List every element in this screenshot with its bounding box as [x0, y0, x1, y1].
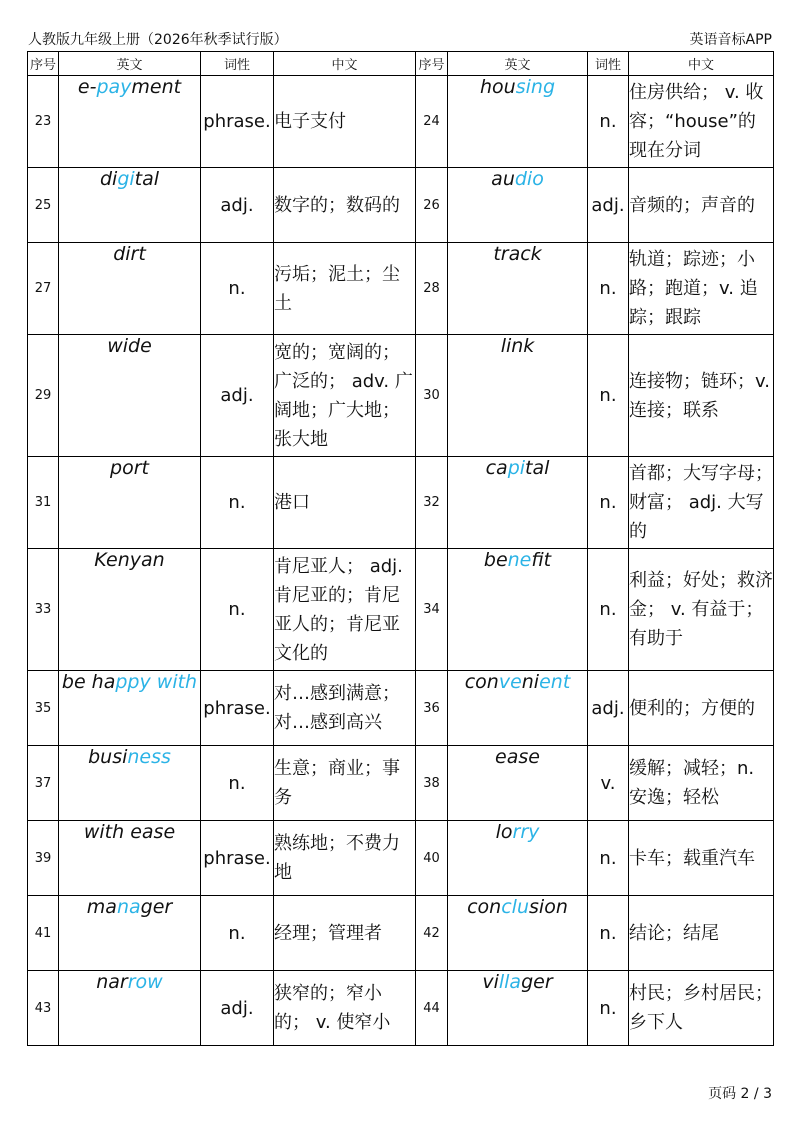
syllable: e- [77, 76, 97, 98]
chinese-meaning: 宽的；宽阔的；广泛的； adv. 广阔地；广大地；张大地 [274, 335, 416, 457]
chinese-meaning: 数字的；数码的 [274, 168, 416, 243]
english-word [448, 971, 588, 1046]
english-word [448, 168, 588, 243]
entry-number: 30 [416, 335, 448, 457]
syllable: fit [531, 549, 552, 571]
syllable: au [491, 168, 515, 190]
entry-number: 27 [28, 243, 59, 335]
syllable: vi [482, 971, 499, 993]
part-of-speech: phrase. [201, 76, 274, 168]
syllable: con [467, 896, 502, 918]
syllable: wide [107, 335, 152, 357]
chinese-meaning: 音频的；声音的 [629, 168, 774, 243]
syllable: be [483, 549, 508, 571]
entry-number: 40 [416, 821, 448, 896]
stressed-syllable: na [116, 896, 141, 918]
syllable: track [493, 243, 542, 265]
syllable: dirt [113, 243, 146, 265]
syllable: be ha [61, 671, 116, 693]
syllable: hou [480, 76, 516, 98]
english-word [448, 76, 588, 168]
english-word [59, 549, 201, 671]
entry-number: 31 [28, 457, 59, 549]
english-word [59, 243, 201, 335]
chinese-meaning: 卡车；载重汽车 [629, 821, 774, 896]
entry-number: 36 [416, 671, 448, 746]
table-header-row [28, 52, 774, 76]
part-of-speech: phrase. [201, 821, 274, 896]
entry-number: 33 [28, 549, 59, 671]
chinese-meaning: 电子支付 [274, 76, 416, 168]
syllable: ger [521, 971, 553, 993]
entry-number: 44 [416, 971, 448, 1046]
part-of-speech: n. [201, 549, 274, 671]
syllable: tal [525, 457, 550, 479]
entry-number: 24 [416, 76, 448, 168]
column-header-number: 序号 [28, 52, 59, 76]
chinese-meaning: 对…感到满意；对…感到高兴 [274, 671, 416, 746]
syllable: con [464, 671, 499, 693]
part-of-speech: adj. [588, 671, 629, 746]
stressed-syllable: ne [507, 549, 532, 571]
entry-number: 37 [28, 746, 59, 821]
table-row [28, 168, 774, 243]
column-header-english: 英文 [59, 52, 201, 76]
english-word [59, 746, 201, 821]
table-row [28, 549, 774, 671]
syllable: link [500, 335, 535, 357]
english-word [448, 335, 588, 457]
chinese-meaning: 污垢；泥土；尘土 [274, 243, 416, 335]
chinese-meaning: 轨道；踪迹；小路；跑道；v. 追踪；跟踪 [629, 243, 774, 335]
entry-number: 34 [416, 549, 448, 671]
column-header-number: 序号 [416, 52, 448, 76]
page-header-app-name: 英语音标APP [689, 32, 772, 48]
entry-number: 35 [28, 671, 59, 746]
stressed-syllable: ent [539, 671, 571, 693]
chinese-meaning: 肯尼亚人； adj. 肯尼亚的；肯尼亚人的；肯尼亚文化的 [274, 549, 416, 671]
column-header-chinese: 中文 [274, 52, 416, 76]
english-word [59, 971, 201, 1046]
table-row [28, 76, 774, 168]
syllable: busi [88, 746, 128, 768]
part-of-speech: n. [588, 896, 629, 971]
english-word [59, 168, 201, 243]
column-header-chinese: 中文 [629, 52, 774, 76]
chinese-meaning: 首都；大写字母；财富； adj. 大写的 [629, 457, 774, 549]
part-of-speech: adj. [201, 335, 274, 457]
table-row [28, 746, 774, 821]
table-row [28, 896, 774, 971]
column-header-part-of-speech: 词性 [201, 52, 274, 76]
column-header-english: 英文 [448, 52, 588, 76]
chinese-meaning: 结论；结尾 [629, 896, 774, 971]
syllable: sion [529, 896, 568, 918]
part-of-speech: n. [201, 457, 274, 549]
stressed-syllable: clu [501, 896, 530, 918]
part-of-speech: n. [201, 746, 274, 821]
stressed-syllable: ppy with [115, 671, 198, 693]
chinese-meaning: 住房供给； v. 收容；“house”的现在分词 [629, 76, 774, 168]
syllable: port [110, 457, 149, 479]
chinese-meaning: 连接物；链环；v. 连接；联系 [629, 335, 774, 457]
stressed-syllable: row [127, 971, 163, 993]
part-of-speech: n. [588, 821, 629, 896]
stressed-syllable: dio [514, 168, 544, 190]
chinese-meaning: 狭窄的；窄小的； v. 使窄小 [274, 971, 416, 1046]
entry-number: 32 [416, 457, 448, 549]
english-word [59, 76, 201, 168]
entry-number: 25 [28, 168, 59, 243]
stressed-syllable: sing [515, 76, 555, 98]
stressed-syllable: gi [117, 168, 135, 190]
english-word [448, 549, 588, 671]
entry-number: 39 [28, 821, 59, 896]
stressed-syllable: ness [127, 746, 171, 768]
part-of-speech: n. [588, 457, 629, 549]
english-word [448, 821, 588, 896]
table-row [28, 671, 774, 746]
stressed-syllable: pi [507, 457, 526, 479]
part-of-speech: adj. [201, 168, 274, 243]
table-row [28, 243, 774, 335]
syllable: ease [495, 746, 540, 768]
stressed-syllable: ve [498, 671, 522, 693]
entry-number: 42 [416, 896, 448, 971]
english-word [59, 821, 201, 896]
syllable: tal [134, 168, 160, 190]
chinese-meaning: 熟练地；不费力地 [274, 821, 416, 896]
chinese-meaning: 缓解；减轻；n. 安逸；轻松 [629, 746, 774, 821]
english-word [59, 335, 201, 457]
part-of-speech: n. [588, 549, 629, 671]
table-row [28, 335, 774, 457]
entry-number: 41 [28, 896, 59, 971]
table-row [28, 971, 774, 1046]
page-number: 页码 2 / 3 [708, 1086, 772, 1102]
syllable: with ease [83, 821, 176, 843]
english-word [59, 896, 201, 971]
english-word [59, 671, 201, 746]
part-of-speech: phrase. [201, 671, 274, 746]
entry-number: 29 [28, 335, 59, 457]
part-of-speech: adj. [201, 971, 274, 1046]
english-word [448, 746, 588, 821]
page-header-title: 人教版九年级上册（2026年秋季试行版） [28, 32, 288, 48]
chinese-meaning: 村民；乡村居民；乡下人 [629, 971, 774, 1046]
stressed-syllable: lla [498, 971, 522, 993]
english-word [448, 243, 588, 335]
entry-number: 26 [416, 168, 448, 243]
vocabulary-table-body [28, 76, 774, 1046]
chinese-meaning: 生意；商业；事务 [274, 746, 416, 821]
table-row [28, 457, 774, 549]
entry-number: 38 [416, 746, 448, 821]
column-header-part-of-speech: 词性 [588, 52, 629, 76]
syllable: ma [86, 896, 117, 918]
english-word [448, 671, 588, 746]
syllable: ment [131, 76, 182, 98]
stressed-syllable: pay [96, 76, 132, 98]
syllable: Kenyan [94, 549, 165, 571]
part-of-speech: v. [588, 746, 629, 821]
entry-number: 28 [416, 243, 448, 335]
part-of-speech: n. [201, 243, 274, 335]
vocabulary-table [27, 51, 774, 1046]
part-of-speech: n. [201, 896, 274, 971]
english-word [448, 896, 588, 971]
entry-number: 23 [28, 76, 59, 168]
english-word [448, 457, 588, 549]
chinese-meaning: 利益；好处；救济金； v. 有益于；有助于 [629, 549, 774, 671]
stressed-syllable: rry [512, 821, 540, 843]
chinese-meaning: 港口 [274, 457, 416, 549]
chinese-meaning: 便利的；方便的 [629, 671, 774, 746]
syllable: lo [495, 821, 513, 843]
syllable: ni [521, 671, 540, 693]
part-of-speech: n. [588, 335, 629, 457]
english-word [59, 457, 201, 549]
syllable: nar [96, 971, 128, 993]
syllable: ca [485, 457, 508, 479]
part-of-speech: n. [588, 243, 629, 335]
entry-number: 43 [28, 971, 59, 1046]
chinese-meaning: 经理；管理者 [274, 896, 416, 971]
part-of-speech: adj. [588, 168, 629, 243]
syllable: di [99, 168, 118, 190]
part-of-speech: n. [588, 971, 629, 1046]
part-of-speech: n. [588, 76, 629, 168]
table-row [28, 821, 774, 896]
syllable: ger [140, 896, 173, 918]
